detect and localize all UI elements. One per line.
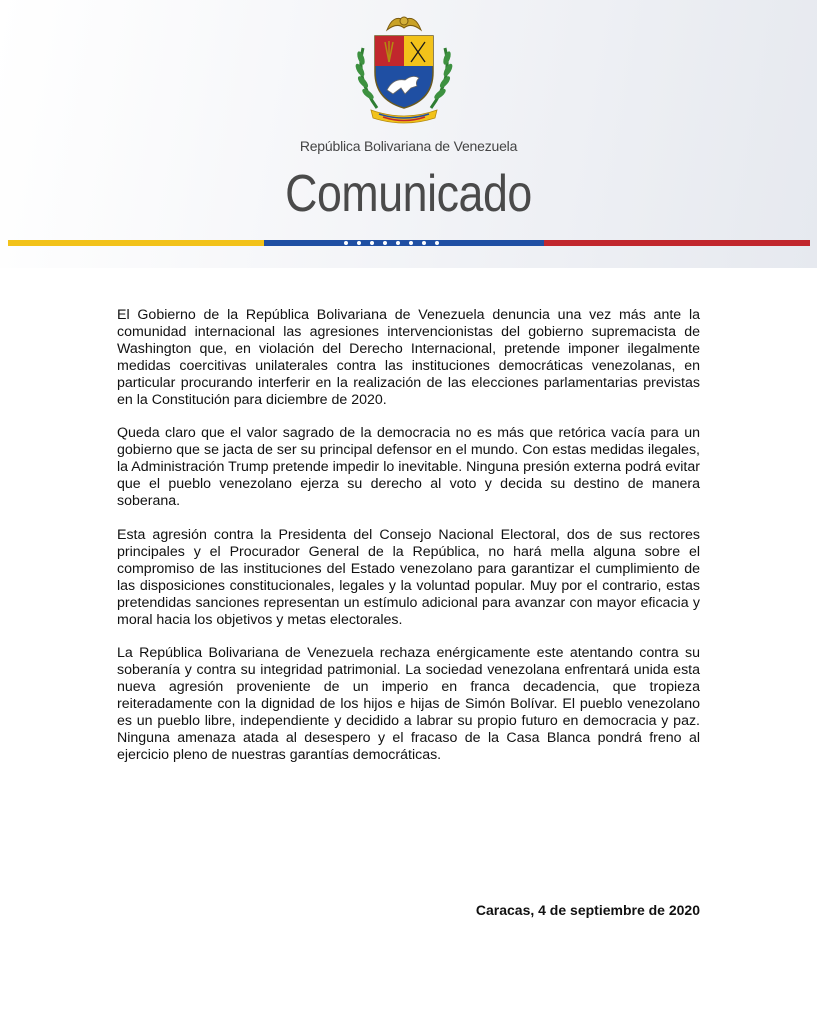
star-icon [344, 241, 348, 245]
paragraph: El Gobierno de la República Bolivariana de Venezuela denuncia una vez más ante la comunidad internacional las agresiones intervencionistas del gobierno supremacista de Washington que, en violación del Derecho Internacional, pretende imponer ilegalmente medidas coercitivas unilaterales contra las instituciones democráticas venezolanas, en particular procurando interferir en la realización de las elecciones parlamentarias previstas en la Constitución para diciembre de 2020. [117, 307, 700, 408]
star-icon [383, 241, 387, 245]
paragraph: Esta agresión contra la Presidenta del Consejo Nacional Electoral, dos de sus rectores principales y el Procurador General de la República, no hará mella alguna sobre el compromiso de las instituciones del Estado venezolano para garantizar el cumplimiento de las disposiciones constitucionales, legales y la voluntad popular. Muy por el contrario, estas pretendidas sanciones representan un estímulo adicional para avanzar con mayor eficacia y moral hacia los objetivos y metas electorales. [117, 526, 700, 628]
star-icon [396, 241, 400, 245]
paragraph: La República Bolivariana de Venezuela rechaza enérgicamente este atentando contra su soberanía y contra su integridad patrimonial. La sociedad venezolana enfrentará unida esta nueva agresión proveniente de un imperio en franca decadencia, que tropieza reiteradamente con la dignidad de los hijos e hijas de Simón Bolívar. El pueblo venezolano es un pueblo libre, independiente y decidido a labrar su propio futuro en democracia y paz. Ninguna amenaza atada al desespero y el fracaso de la Casa Blanca pondrá freno al ejercicio pleno de nuestras garantías democráticas. [117, 645, 700, 763]
star-icon [435, 241, 439, 245]
flag-stars [344, 240, 439, 246]
star-icon [409, 241, 413, 245]
page-title: Comunicado [285, 165, 532, 223]
republic-name: República Bolivariana de Venezuela [299, 138, 518, 154]
flag-stripe-yellow [8, 240, 264, 246]
communique-body [117, 307, 700, 781]
coat-of-arms-icon [349, 8, 459, 126]
paragraph: Queda claro que el valor sagrado de la democracia no es más que retórica vacía para un gobierno que se jacta de ser su principal defensor en el mundo. Con estas medidas ilegales, la Administración Trump pretende impedir lo inevitable. Ninguna presión externa podrá evitar que el pueblo venezolano ejerza su derecho al voto y decida su destino de manera soberana. [117, 425, 700, 510]
place-and-date: Caracas, 4 de septiembre de 2020 [475, 902, 700, 918]
star-icon [370, 241, 374, 245]
star-icon [357, 241, 361, 245]
flag-stripe-red [544, 240, 810, 246]
letterhead [0, 0, 817, 268]
star-icon [422, 241, 426, 245]
